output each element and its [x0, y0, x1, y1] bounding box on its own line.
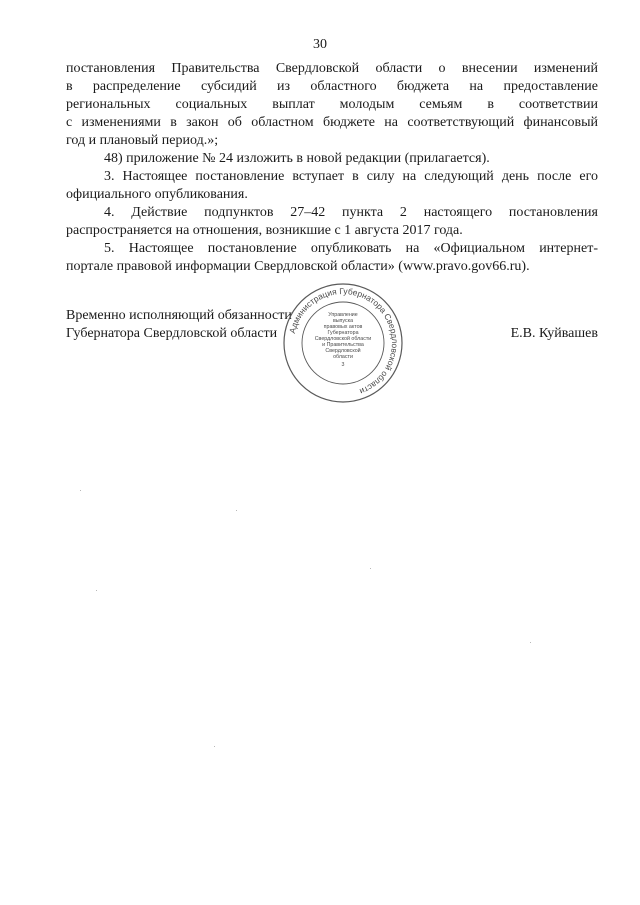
paragraph-3-line: официального опубликования. [66, 187, 248, 202]
paragraph-line: региональных социальных выплат молодым семьям в соответствии [66, 97, 598, 112]
paragraph-line: в распределение субсидий из областного бюджета на предоставление [66, 79, 598, 94]
signatory-title-line-1: Временно исполняющий обязанности [66, 308, 292, 323]
paragraph-4-line: распространяется на отношения, возникшие с 1 августа 2017 года. [66, 223, 463, 238]
svg-text:Губернатора: Губернатора [327, 330, 359, 336]
official-seal [282, 282, 404, 404]
paragraph-3-line: 3. Настоящее постановление вступает в силу на следующий день после его [104, 169, 598, 184]
scan-speck [214, 746, 215, 747]
svg-text:правовых актов: правовых актов [323, 324, 363, 330]
seal-center-text [315, 312, 372, 368]
scan-speck [530, 642, 531, 643]
svg-text:области: области [333, 354, 353, 360]
paragraph-5-line: портале правовой информации Свердловской области» (www.pravo.gov66.ru). [66, 259, 530, 274]
svg-text:3: 3 [341, 362, 345, 368]
page-number: 30 [313, 37, 327, 52]
svg-text:Свердловской области: Свердловской области [314, 336, 372, 342]
svg-text:и Правительства: и Правительства [322, 342, 364, 348]
paragraph-item-48: 48) приложение № 24 изложить в новой редакции (прилагается). [104, 151, 490, 166]
paragraph-line: постановления Правительства Свердловской области о внесении изменений [66, 61, 598, 76]
seal-graphic [282, 282, 404, 404]
seal-ring-text: Администрация Губернатора Свердловской области [287, 285, 401, 397]
svg-text:Управление: Управление [328, 312, 358, 318]
signatory-title-line-2: Губернатора Свердловской области [66, 326, 278, 341]
scan-speck [96, 590, 97, 591]
signatory-name: Е.В. Куйвашев [510, 326, 598, 341]
svg-text:Свердловской: Свердловской [325, 348, 361, 354]
paragraph-line: год и плановый период.»; [66, 133, 219, 148]
paragraph-5-line: 5. Настоящее постановление опубликовать на «Официальном интернет- [104, 241, 598, 256]
paragraph-line: с изменениями в закон об областном бюджете на соответствующий финансовый [66, 115, 598, 130]
scan-speck [80, 490, 81, 491]
scan-speck [236, 510, 237, 511]
document-body [66, 60, 598, 276]
svg-text:выпуска: выпуска [332, 318, 354, 324]
signatory-title [66, 307, 292, 343]
scan-speck [370, 568, 371, 569]
paragraph-4-line: 4. Действие подпунктов 27–42 пункта 2 настоящего постановления [104, 205, 598, 220]
